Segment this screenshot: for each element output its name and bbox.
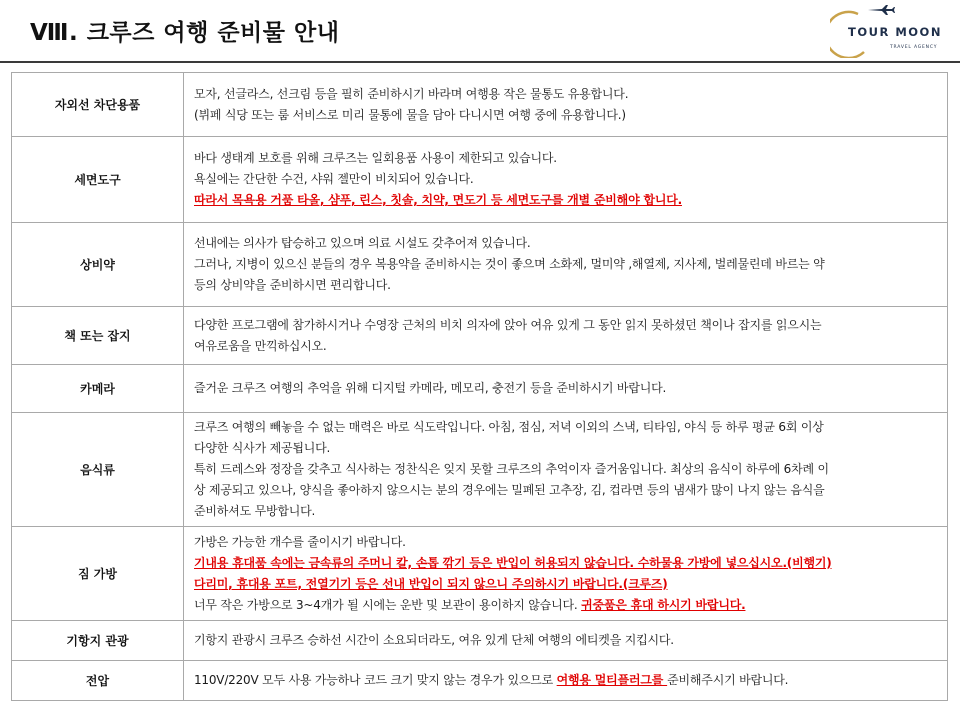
description-line xyxy=(194,553,939,574)
table-row xyxy=(12,365,948,413)
company-logo xyxy=(830,2,960,58)
category-cell: 자외선 차단용품 xyxy=(12,73,184,137)
table-row xyxy=(12,527,948,621)
highlight-text: 여행용 멀티플러그를 xyxy=(556,673,668,687)
line-text: 다양한 식사가 제공됩니다. xyxy=(194,441,331,455)
category-cell: 짐 가방 xyxy=(12,527,184,621)
line-text: 등의 상비약을 준비하시면 편리합니다. xyxy=(194,278,391,292)
description-line xyxy=(194,275,939,296)
description-cell xyxy=(184,621,948,661)
description-line xyxy=(194,233,939,254)
table-row xyxy=(12,621,948,661)
description-line xyxy=(194,336,939,357)
description-cell xyxy=(184,307,948,365)
line-text: 상 제공되고 있으나, 양식을 좋아하지 않으시는 분의 경우에는 밀폐된 고추장, 김, 컵라면 등의 냄새가 많이 나지 않는 음식을 xyxy=(194,483,825,497)
line-text: 욕실에는 간단한 수건, 샤워 젤만이 비치되어 있습니다. xyxy=(194,172,474,186)
highlight-text: 기내용 휴대품 속에는 금속류의 주머니 칼, 손톱 깎기 등은 반입이 허용되지 않습니다. 수하물용 가방에 넣으십시오.(비행기) xyxy=(194,555,832,570)
category-cell: 책 또는 잡지 xyxy=(12,307,184,365)
description-line xyxy=(194,501,939,522)
description-line xyxy=(194,105,939,126)
description-line xyxy=(194,315,939,336)
description-line xyxy=(194,148,939,169)
description-line xyxy=(194,417,939,438)
description-line xyxy=(194,630,939,651)
table-row xyxy=(12,137,948,223)
description-line xyxy=(194,438,939,459)
line-text: (뷔페 식당 또는 룸 서비스로 미리 물통에 물을 담아 다니시면 여행 중에 유용합니다.) xyxy=(194,107,626,122)
line-text: 110V/220V 모두 사용 가능하나 코드 크기 맞지 않는 경우가 있으므로 xyxy=(194,673,557,687)
table-row xyxy=(12,223,948,307)
line-text: 특히 드레스와 정장을 갖추고 식사하는 정찬식은 잊지 못할 크루즈의 추억이자 즐거움입니다. 최상의 음식이 하루에 6차례 이 xyxy=(194,462,829,476)
description-line xyxy=(194,169,939,190)
description-line xyxy=(194,254,939,275)
category-cell: 카메라 xyxy=(12,365,184,413)
header-divider xyxy=(0,61,960,63)
line-text: 준비해주시기 바랍니다. xyxy=(667,673,789,687)
line-text: 크루즈 여행의 빼놓을 수 없는 매력은 바로 식도락입니다. 아침, 점심, 저녁 이외의 스낵, 티타임, 야식 등 하루 평균 6회 이상 xyxy=(194,420,824,434)
table-row xyxy=(12,661,948,701)
table-row xyxy=(12,73,948,137)
line-text: 그러나, 지병이 있으신 분들의 경우 복용약을 준비하시는 것이 좋으며 소화제, 멀미약 ,해열제, 지사제, 벌레물린데 바르는 약 xyxy=(194,257,825,271)
line-text: 준비하셔도 무방합니다. xyxy=(194,504,316,518)
line-text: 선내에는 의사가 탑승하고 있으며 의료 시설도 갖추어져 있습니다. xyxy=(194,236,531,250)
category-cell: 상비약 xyxy=(12,223,184,307)
description-line xyxy=(194,595,939,616)
logo-tagline: TRAVEL AGENCY xyxy=(890,45,938,50)
logo-graphic xyxy=(830,2,960,58)
description-line xyxy=(194,378,939,399)
highlight-text: 다리미, 휴대용 포트, 전열기기 등은 선내 반입이 되지 않으니 주의하시기 바랍니다.(크루즈) xyxy=(194,576,668,591)
description-cell xyxy=(184,137,948,223)
line-text: 여유로움을 만끽하십시오. xyxy=(194,338,327,353)
line-text: 기항지 관광시 크루즈 승하선 시간이 소요되더라도, 여유 있게 단체 여행의 에티켓을 지킵시다. xyxy=(194,633,674,647)
airplane-icon xyxy=(868,5,895,15)
highlight-text: 따라서 목욕용 거품 타올, 샴푸, 린스, 칫솔, 치약, 면도기 등 세면도구를 개별 준비해야 합니다. xyxy=(194,193,682,207)
description-line xyxy=(194,84,939,105)
description-cell xyxy=(184,527,948,621)
logo-wordmark: TOUR MOON xyxy=(848,25,942,39)
description-cell xyxy=(184,73,948,137)
category-cell: 전압 xyxy=(12,661,184,701)
page-header xyxy=(0,0,960,60)
description-cell xyxy=(184,661,948,701)
description-line xyxy=(194,459,939,480)
highlight-text: 귀중품은 휴대 하시기 바랍니다. xyxy=(581,597,746,612)
category-cell: 기항지 관광 xyxy=(12,621,184,661)
category-cell: 세면도구 xyxy=(12,137,184,223)
line-text: 가방은 가능한 개수를 줄이시기 바랍니다. xyxy=(194,534,406,549)
description-line xyxy=(194,574,939,595)
checklist-table xyxy=(11,72,948,701)
line-text: 바다 생태계 보호를 위해 크루즈는 일회용품 사용이 제한되고 있습니다. xyxy=(194,151,557,165)
page-title: Ⅷ. 크루즈 여행 준비물 안내 xyxy=(30,20,340,46)
category-cell: 음식류 xyxy=(12,413,184,527)
line-text: 너무 작은 가방으로 3~4개가 될 시에는 운반 및 보관이 용이하지 않습니다. xyxy=(194,597,582,612)
description-cell xyxy=(184,365,948,413)
description-line xyxy=(194,670,939,691)
checklist-body xyxy=(12,73,948,701)
description-line xyxy=(194,480,939,501)
description-cell xyxy=(184,223,948,307)
table-row xyxy=(12,413,948,527)
line-text: 모자, 선글라스, 선크림 등을 필히 준비하시기 바라며 여행용 작은 물통도 유용합니다. xyxy=(194,86,629,101)
description-line xyxy=(194,190,939,211)
line-text: 다양한 프로그램에 참가하시거나 수영장 근처의 비치 의자에 앉아 여유 있게 그 동안 읽지 못하셨던 책이나 잡지를 읽으시는 xyxy=(194,317,822,332)
table-row xyxy=(12,307,948,365)
line-text: 즐거운 크루즈 여행의 추억을 위해 디지털 카메라, 메모리, 충전기 등을 준비하시기 바랍니다. xyxy=(194,381,667,395)
description-cell xyxy=(184,413,948,527)
description-line xyxy=(194,532,939,553)
